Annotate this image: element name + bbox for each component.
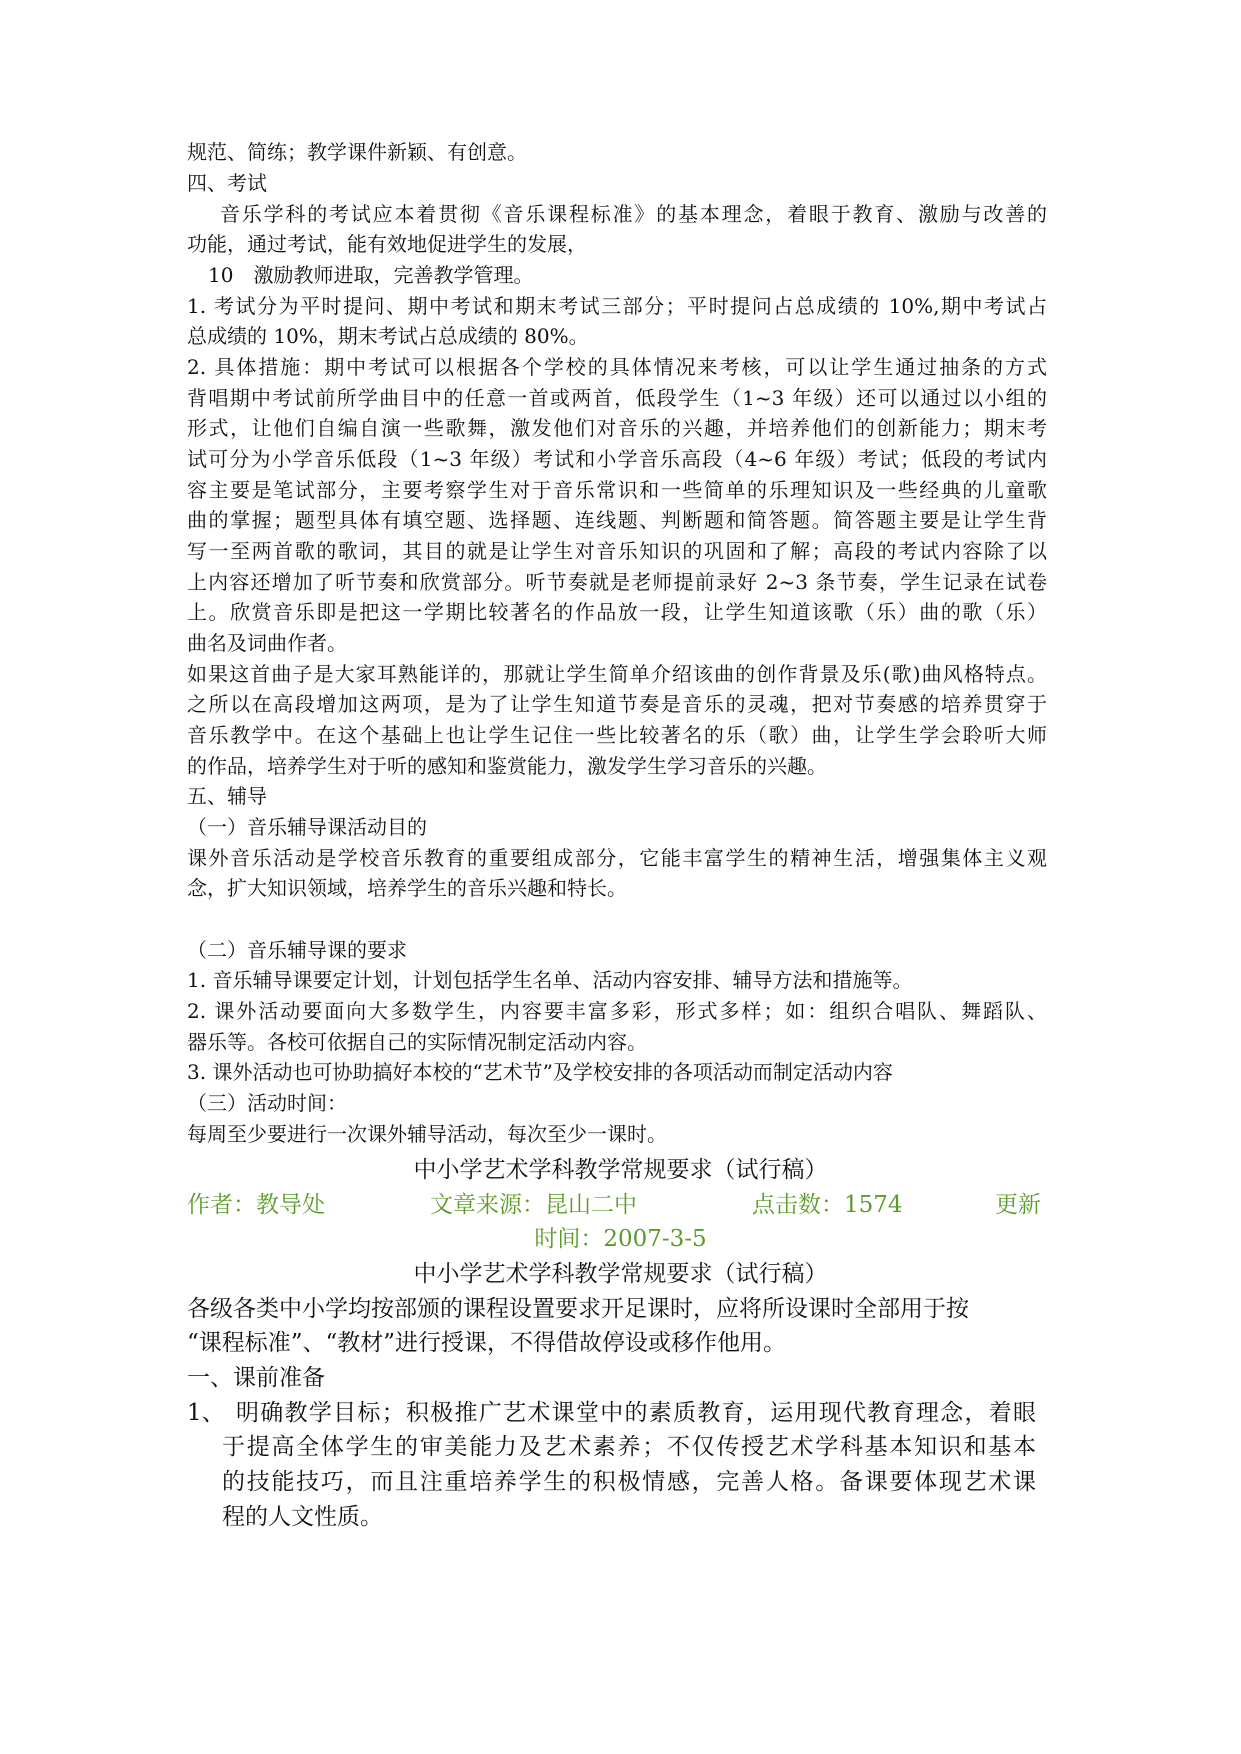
article-title-repeat: 中小学艺术学科教学常规要求（试行稿） bbox=[413, 1261, 828, 1287]
section-heading: 一、课前准备 bbox=[187, 1365, 325, 1391]
text-line: 课外音乐活动是学校音乐教育的重要组成部分，它能丰富学生的精神生活，增强集体主义观 bbox=[187, 846, 1047, 870]
list-item-text: 明确教学目标；积极推广艺术课堂中的素质教育，运用现代教育理念，着眼 bbox=[236, 1400, 1036, 1426]
text-line: 上内容还增加了听节奏和欣赏部分。听节奏就是老师提前录好 2~3 条节奏，学生记录在试卷 bbox=[187, 570, 1047, 594]
text-line: 之所以在高段增加这两项，是为了让学生知道节奏是音乐的灵魂，把对节奏感的培养贯穿于 bbox=[187, 692, 1047, 716]
text-line: 功能，通过考试，能有效地促进学生的发展， bbox=[187, 232, 587, 256]
text-line: 曲的掌握；题型具体有填空题、选择题、连线题、判断题和简答题。简答题主要是让学生背 bbox=[187, 508, 1047, 532]
text-line: 1. 考试分为平时提问、期中考试和期末考试三部分；平时提问占总成绩的 10%,期中考试占 bbox=[187, 294, 1047, 318]
text-line: 2. 课外活动要面向大多数学生，内容要丰富多彩，形式多样；如：组织合唱队、舞蹈队、 bbox=[187, 999, 1047, 1023]
article-author: 作者：教导处 bbox=[187, 1192, 325, 1218]
text-line: 曲名及词曲作者。 bbox=[187, 631, 347, 655]
text-line: 的作品，培养学生对于听的感知和鉴赏能力，激发学生学习音乐的兴趣。 bbox=[187, 754, 827, 778]
text-line: 试可分为小学音乐低段（1~3 年级）考试和小学音乐高段（4~6 年级）考试；低段的考试内 bbox=[187, 447, 1047, 471]
subsection-heading: （二）音乐辅导课的要求 bbox=[187, 938, 407, 962]
text-line: 容主要是笔试部分，主要考察学生对于音乐常识和一些简单的乐理知识及一些经典的儿童歌 bbox=[187, 478, 1047, 502]
subsection-heading: （三）活动时间： bbox=[187, 1091, 347, 1115]
text-line: 音乐学科的考试应本着贯彻《音乐课程标准》的基本理念，着眼于教育、激励与改善的 bbox=[220, 202, 1047, 226]
text-line: 写一至两首歌的歌词，其目的就是让学生对音乐知识的巩固和了解；高段的考试内容除了以 bbox=[187, 539, 1047, 563]
article-update-time: 时间：2007-3-5 bbox=[534, 1226, 707, 1252]
section-heading: 五、辅导 bbox=[187, 784, 267, 808]
list-item-text: 于提高全体学生的审美能力及艺术素养；不仅传授艺术学科基本知识和基本 bbox=[222, 1434, 1036, 1460]
text-line: 背唱期中考试前所学曲目中的任意一首或两首，低段学生（1~3 年级）还可以通过以小组的 bbox=[187, 386, 1047, 410]
text-line: 10 激励教师进取，完善教学管理。 bbox=[208, 263, 534, 287]
subsection-heading: （一）音乐辅导课活动目的 bbox=[187, 815, 427, 839]
text-line: 音乐教学中。在这个基础上也让学生记住一些比较著名的乐（歌）曲，让学生学会聆听大师 bbox=[187, 723, 1047, 747]
text-line: 形式，让他们自编自演一些歌舞，激发他们对音乐的兴趣，并培养他们的创新能力；期末考 bbox=[187, 416, 1047, 440]
text-line: 念，扩大知识领域，培养学生的音乐兴趣和特长。 bbox=[187, 876, 627, 900]
text-line: 总成绩的 10%，期末考试占总成绩的 80%。 bbox=[187, 324, 589, 348]
list-item-text: 的技能技巧，而且注重培养学生的积极情感，完善人格。备课要体现艺术课 bbox=[222, 1469, 1036, 1495]
list-item-text: 程的人文性质。 bbox=[222, 1504, 383, 1530]
text-line: 规范、简练；教学课件新颖、有创意。 bbox=[187, 140, 527, 164]
text-line: 每周至少要进行一次课外辅导活动，每次至少一课时。 bbox=[187, 1122, 667, 1146]
section-heading: 四、考试 bbox=[187, 171, 267, 195]
text-line: 1. 音乐辅导课要定计划，计划包括学生名单、活动内容安排、辅导方法和措施等。 bbox=[187, 968, 913, 992]
text-line: 如果这首曲子是大家耳熟能详的，那就让学生简单介绍该曲的创作背景及乐(歌)曲风格特点。 bbox=[187, 662, 1047, 686]
text-line: 各级各类中小学均按部颁的课程设置要求开足课时，应将所设课时全部用于按 bbox=[187, 1296, 969, 1322]
article-source: 文章来源：昆山二中 bbox=[430, 1192, 637, 1218]
article-click-count: 点击数：1574 bbox=[752, 1192, 903, 1218]
text-line: 3. 课外活动也可协助搞好本校的“艺术节”及学校安排的各项活动而制定活动内容 bbox=[187, 1060, 893, 1084]
text-line: “课程标准”、“教材”进行授课，不得借故停设或移作他用。 bbox=[187, 1330, 787, 1356]
text-line: 上。欣赏音乐即是把这一学期比较著名的作品放一段，让学生知道该歌（乐）曲的歌（乐） bbox=[187, 600, 1047, 624]
text-line: 2. 具体措施：期中考试可以根据各个学校的具体情况来考核，可以让学生通过抽条的方式 bbox=[187, 355, 1047, 379]
list-number: 1、 bbox=[187, 1400, 225, 1426]
text-line: 器乐等。各校可依据自己的实际情况制定活动内容。 bbox=[187, 1030, 647, 1054]
article-update-label: 更新 bbox=[995, 1192, 1041, 1218]
article-title: 中小学艺术学科教学常规要求（试行稿） bbox=[413, 1157, 828, 1183]
